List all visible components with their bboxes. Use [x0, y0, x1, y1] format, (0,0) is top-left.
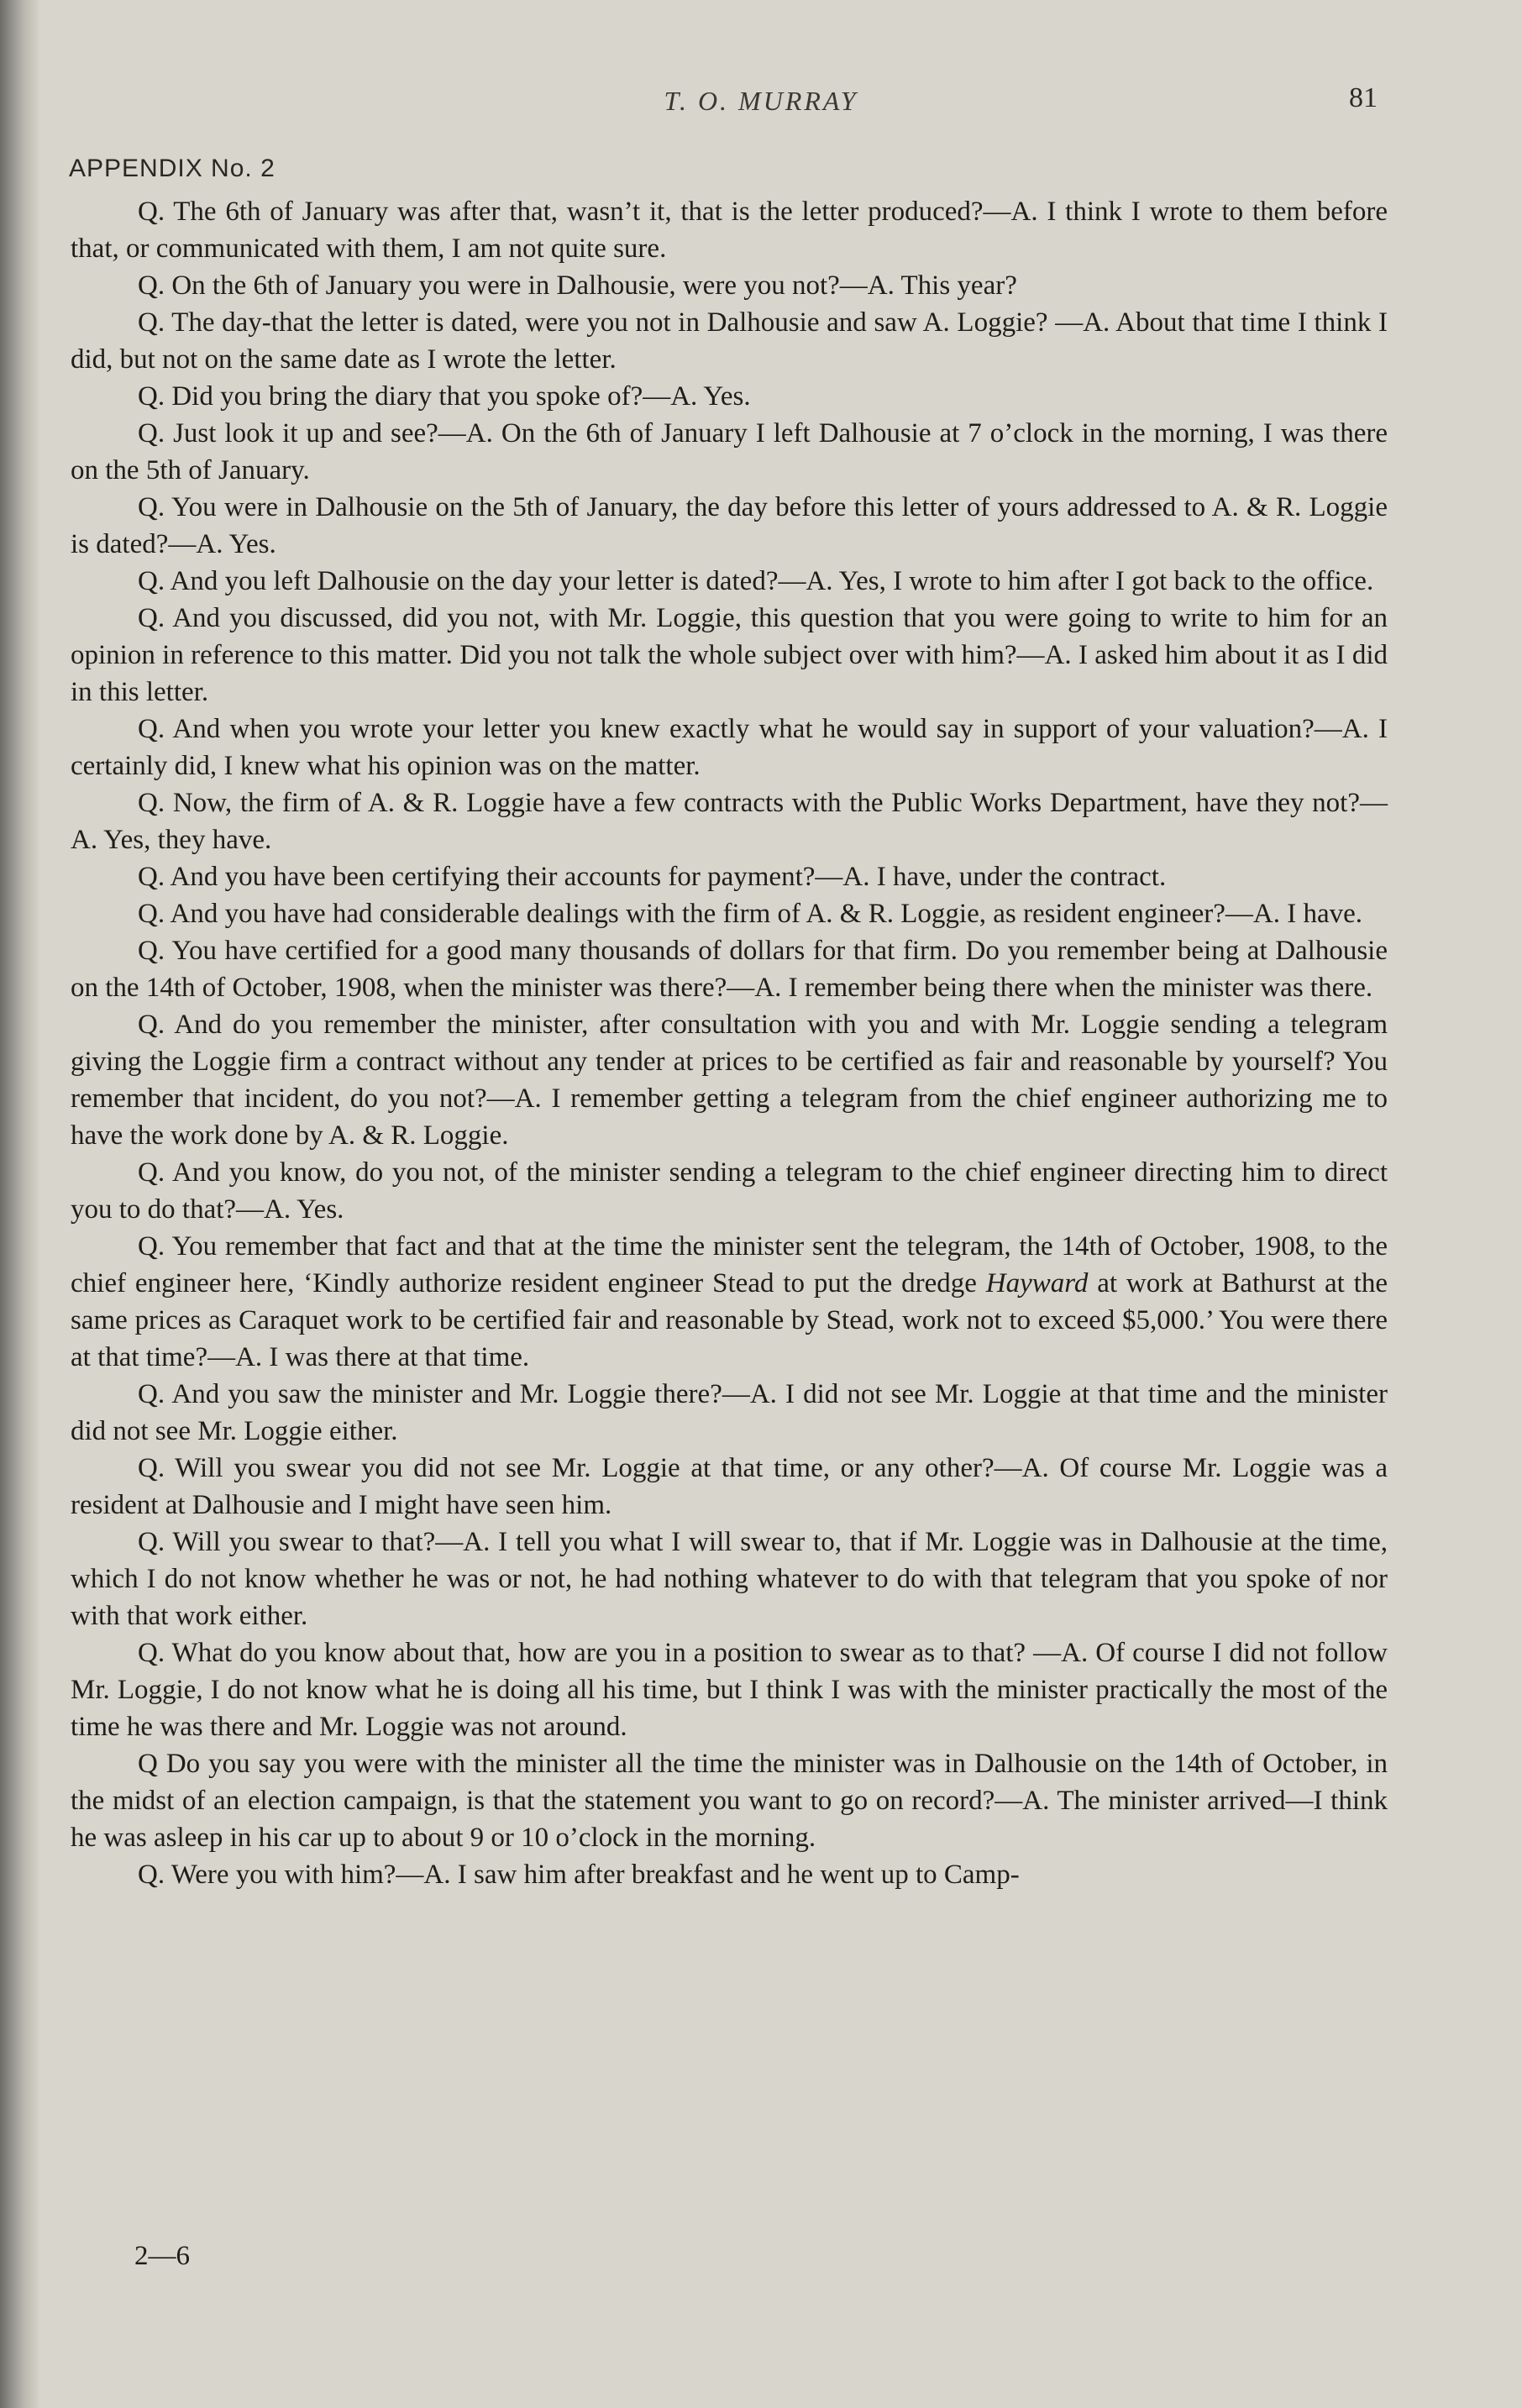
paragraph: Q. And you have been certifying their accounts for payment?—A. I have, under the contract.: [138, 862, 1167, 892]
appendix-label: APPENDIX No. 2: [69, 155, 276, 182]
paragraph: Q. You remember that fact and that at the time the minister sent the telegram, the 14th of October, 1908, to the chief engineer here, ‘Kindly authorize resident engineer Stead to put the dredge Hayward at work at Bathurst at the same prices as Caraquet work to be certified fair and reasonable by Stead, work not to exceed $5,000.’ You were there at that time?—A. I was there at that time.: [71, 1231, 1388, 1372]
running-head: T. O. MURRAY: [664, 86, 858, 116]
paragraph: Q. Will you swear you did not see Mr. Loggie at that time, or any other?—A. Of course Mr. Loggie was a resident at Dalhousie and I might have seen him.: [71, 1453, 1388, 1520]
paragraph: Q. Did you bring the diary that you spoke of?—A. Yes.: [138, 381, 751, 412]
page-header: [0, 81, 1522, 123]
paragraph: Q. And you left Dalhousie on the day your letter is dated?—A. Yes, I wrote to him after I got back to the office.: [138, 566, 1374, 596]
page-number: 81: [1349, 82, 1378, 113]
paragraph: Q. The 6th of January was after that, wasn’t it, that is the letter produced?—A. I think I wrote to them before that, or communicated with them, I am not quite sure.: [71, 197, 1388, 264]
paragraph: Q. You have certified for a good many thousands of dollars for that firm. Do you remember being at Dalhousie on the 14th of October, 1908, when the minister was there?—A. I remember being there when the minister was there.: [71, 936, 1388, 1003]
paragraph: Q. Now, the firm of A. & R. Loggie have a few contracts with the Public Works Department, have they not?—A. Yes, they have.: [71, 788, 1388, 855]
paragraph: Q. And you discussed, did you not, with Mr. Loggie, this question that you were going to write to him for an opinion in reference to this matter. Did you not talk the whole subject over with him?—A. I asked him about it as I did in this letter.: [71, 603, 1388, 707]
paragraph: Q. The day-that the letter is dated, were you not in Dalhousie and saw A. Loggie? —A. About that time I think I did, but not on the same date as I wrote the letter.: [71, 307, 1388, 375]
paragraph: Q. And you have had considerable dealings with the firm of A. & R. Loggie, as resident engineer?—A. I have.: [138, 899, 1363, 929]
folio-signature: 2—6: [134, 2241, 190, 2271]
page-binding-gutter: [0, 0, 39, 2408]
paragraph: Q. Will you swear to that?—A. I tell you what I will swear to, that if Mr. Loggie was in Dalhousie at the time, which I do not know whether he was or not, he had nothing whatever to do with that telegram that you spoke of nor with that work either.: [71, 1527, 1388, 1631]
paragraph: Q Do you say you were with the minister all the time the minister was in Dalhousie on the 14th of October, in the midst of an election campaign, is that the statement you want to go on record?—A. The minister arrived—I think he was asleep in his car up to about 9 or 10 o’clock in the morning.: [71, 1749, 1388, 1853]
paragraph: Q. You were in Dalhousie on the 5th of January, the day before this letter of yours addressed to A. & R. Loggie is dated?—A. Yes.: [71, 492, 1388, 559]
paragraph: Q. And you saw the minister and Mr. Loggie there?—A. I did not see Mr. Loggie at that time and the minister did not see Mr. Loggie either.: [71, 1379, 1388, 1446]
italic-vessel-name: Hayward: [985, 1268, 1089, 1298]
paragraph: Q. Just look it up and see?—A. On the 6th of January I left Dalhousie at 7 o’clock in the morning, I was there on the 5th of January.: [71, 418, 1388, 485]
testimony-body: [71, 193, 1388, 1893]
paragraph: Q. And when you wrote your letter you knew exactly what he would say in support of your valuation?—A. I certainly did, I knew what his opinion was on the matter.: [71, 714, 1388, 781]
paragraph: Q. And you know, do you not, of the minister sending a telegram to the chief engineer directing him to direct you to do that?—A. Yes.: [71, 1157, 1388, 1225]
paragraph: Q. And do you remember the minister, after consultation with you and with Mr. Loggie sending a telegram giving the Loggie firm a contract without any tender at prices to be certified as fair and reasonable by yourself? You remember that incident, do you not?—A. I remember getting a telegram from the chief engineer authorizing me to have the work done by A. & R. Loggie.: [71, 1010, 1388, 1151]
paragraph: Q. What do you know about that, how are you in a position to swear as to that? —A. Of course I did not follow Mr. Loggie, I do not know what he is doing all his time, but I think I was with the minister practically the most of the time he was there and Mr. Loggie was not around.: [71, 1638, 1388, 1742]
paragraph: Q. Were you with him?—A. I saw him after breakfast and he went up to Camp-: [138, 1860, 1020, 1890]
paragraph: Q. On the 6th of January you were in Dalhousie, were you not?—A. This year?: [138, 270, 1017, 301]
